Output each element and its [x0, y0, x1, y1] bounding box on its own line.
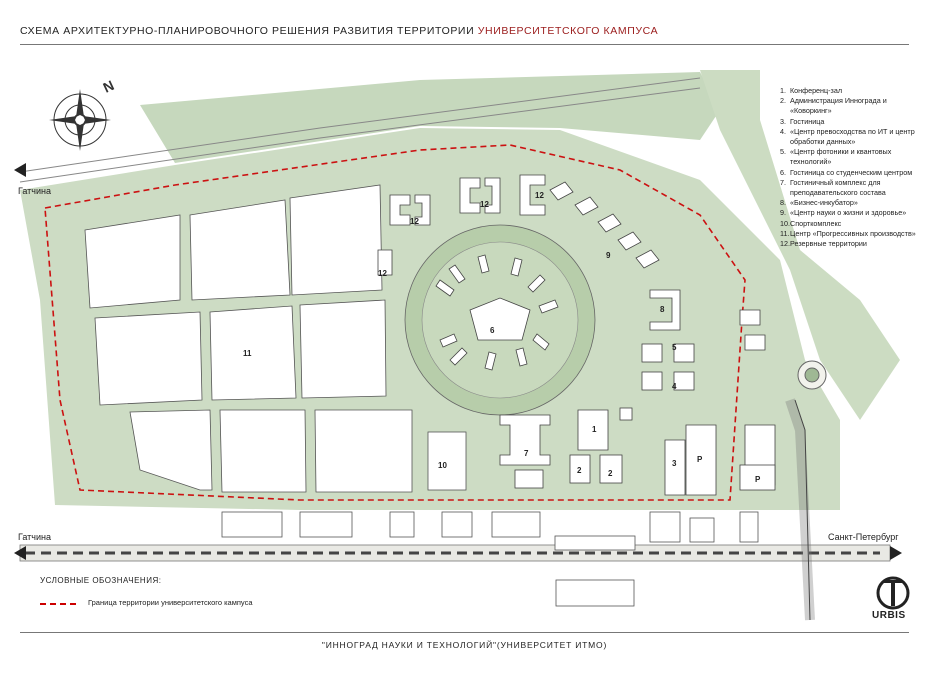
- logo-text: URBIS: [872, 610, 906, 621]
- legend-item: [780, 127, 925, 147]
- legend-item-text: «Центр фотоники и квантовых технологий»: [790, 147, 892, 167]
- building-number-5: 5: [672, 343, 677, 352]
- building-number-4: 4: [672, 382, 677, 391]
- legend-item-text: «Центр превосходства по ИТ и центр обработки данных»: [790, 126, 915, 147]
- legend-item-number: 4.: [780, 126, 786, 136]
- legend-heading: УСЛОВНЫЕ ОБОЗНАЧЕНИЯ:: [40, 576, 162, 585]
- legend-item-number: 7.: [780, 177, 786, 187]
- legend-item: [780, 178, 925, 198]
- legend-item: [780, 147, 925, 167]
- north-letter: N: [100, 76, 117, 96]
- legend-item-number: 9.: [780, 208, 786, 218]
- legend-item: [780, 208, 925, 218]
- building-number-3: 3: [672, 459, 677, 468]
- roundabout-center: [805, 368, 819, 382]
- title-main: СХЕМА АРХИТЕКТУРНО-ПЛАНИРОВОЧНОГО РЕШЕНИЯ РАЗВИТИЯ ТЕРРИТОРИИ: [20, 25, 478, 37]
- legend-item-text: «Бизнес-инкубатор»: [790, 198, 858, 208]
- legend-item-text: Гостиница: [790, 116, 825, 126]
- building-number-12b: 12: [480, 200, 489, 209]
- legend-item: [780, 86, 925, 96]
- title-accent: УНИВЕРСИТЕТСКОГО КАМПУСА: [477, 25, 659, 37]
- building-number-2b: 2: [608, 469, 613, 478]
- legend-item-text: Гостиничный комплекс для преподавательского состава: [790, 177, 886, 198]
- building-number-10: 10: [438, 461, 447, 470]
- building-number-6: 6: [490, 326, 495, 335]
- city-label-gatchina-bottom: Гатчина: [18, 532, 51, 542]
- legend-item-number: 1.: [780, 86, 786, 95]
- building-number-12c: 12: [535, 191, 544, 200]
- compass-rose-icon: [40, 75, 135, 165]
- legend-item-number: 3.: [780, 116, 786, 126]
- legend-item-number: 2.: [780, 96, 786, 106]
- building-number-7: 7: [524, 449, 529, 458]
- legend-item-text: Центр «Прогрессивных производств»: [790, 228, 916, 238]
- legend-item-text: Администрация Иннограда и «Коворкинг»: [790, 96, 887, 116]
- building-number-12a: 12: [410, 217, 419, 226]
- legend-item: [780, 168, 925, 178]
- building-number-9: 9: [606, 251, 611, 260]
- legend-item: [780, 229, 925, 239]
- building-number-p2: P: [755, 475, 761, 484]
- legend-item-number: 5.: [780, 147, 786, 157]
- city-label-gatchina-top: Гатчина: [18, 186, 51, 196]
- legend-item-number: 8.: [780, 198, 786, 208]
- highway: [20, 545, 890, 561]
- legend-item-number: 10.: [780, 218, 790, 228]
- arrow-right-icon: [890, 546, 902, 560]
- legend-item-number: 6.: [780, 167, 786, 177]
- building-legend: [780, 86, 925, 249]
- boundary-legend-label: Граница территории университетского кампуса: [88, 598, 253, 607]
- legend-item-text: Спорткомплекс: [790, 218, 842, 228]
- building-number-12d: 12: [378, 269, 387, 278]
- legend-item-text: Гостиница со студенческим центром: [790, 167, 913, 177]
- legend-item-number: 11.: [780, 228, 790, 238]
- footer-caption: "ИННОГРАД НАУКИ И ТЕХНОЛОГИЙ"(УНИВЕРСИТЕТ ИТМО): [321, 640, 608, 650]
- building-number-p1: P: [697, 455, 703, 464]
- building-number-8: 8: [660, 305, 665, 314]
- legend-item: [780, 96, 925, 116]
- legend-item: [780, 117, 925, 127]
- legend-item-text: «Центр науки о жизни и здоровье»: [790, 208, 907, 218]
- legend-item-text: Конференц-зал: [790, 86, 843, 95]
- building-number-1: 1: [592, 425, 597, 434]
- building-number-11: 11: [243, 349, 252, 358]
- legend-item-text: Резервные территории: [790, 239, 867, 249]
- legend-item: [780, 219, 925, 229]
- arrow-top-left-icon: [14, 163, 26, 177]
- boundary-legend-swatch: [40, 603, 76, 605]
- legend-item: [780, 198, 925, 208]
- legend-item: [780, 239, 925, 249]
- legend-item-number: 12.: [780, 239, 790, 249]
- city-label-spb: Санкт-Петербург: [828, 532, 899, 542]
- urbis-logo-icon: [870, 574, 916, 614]
- building-number-2a: 2: [577, 466, 582, 475]
